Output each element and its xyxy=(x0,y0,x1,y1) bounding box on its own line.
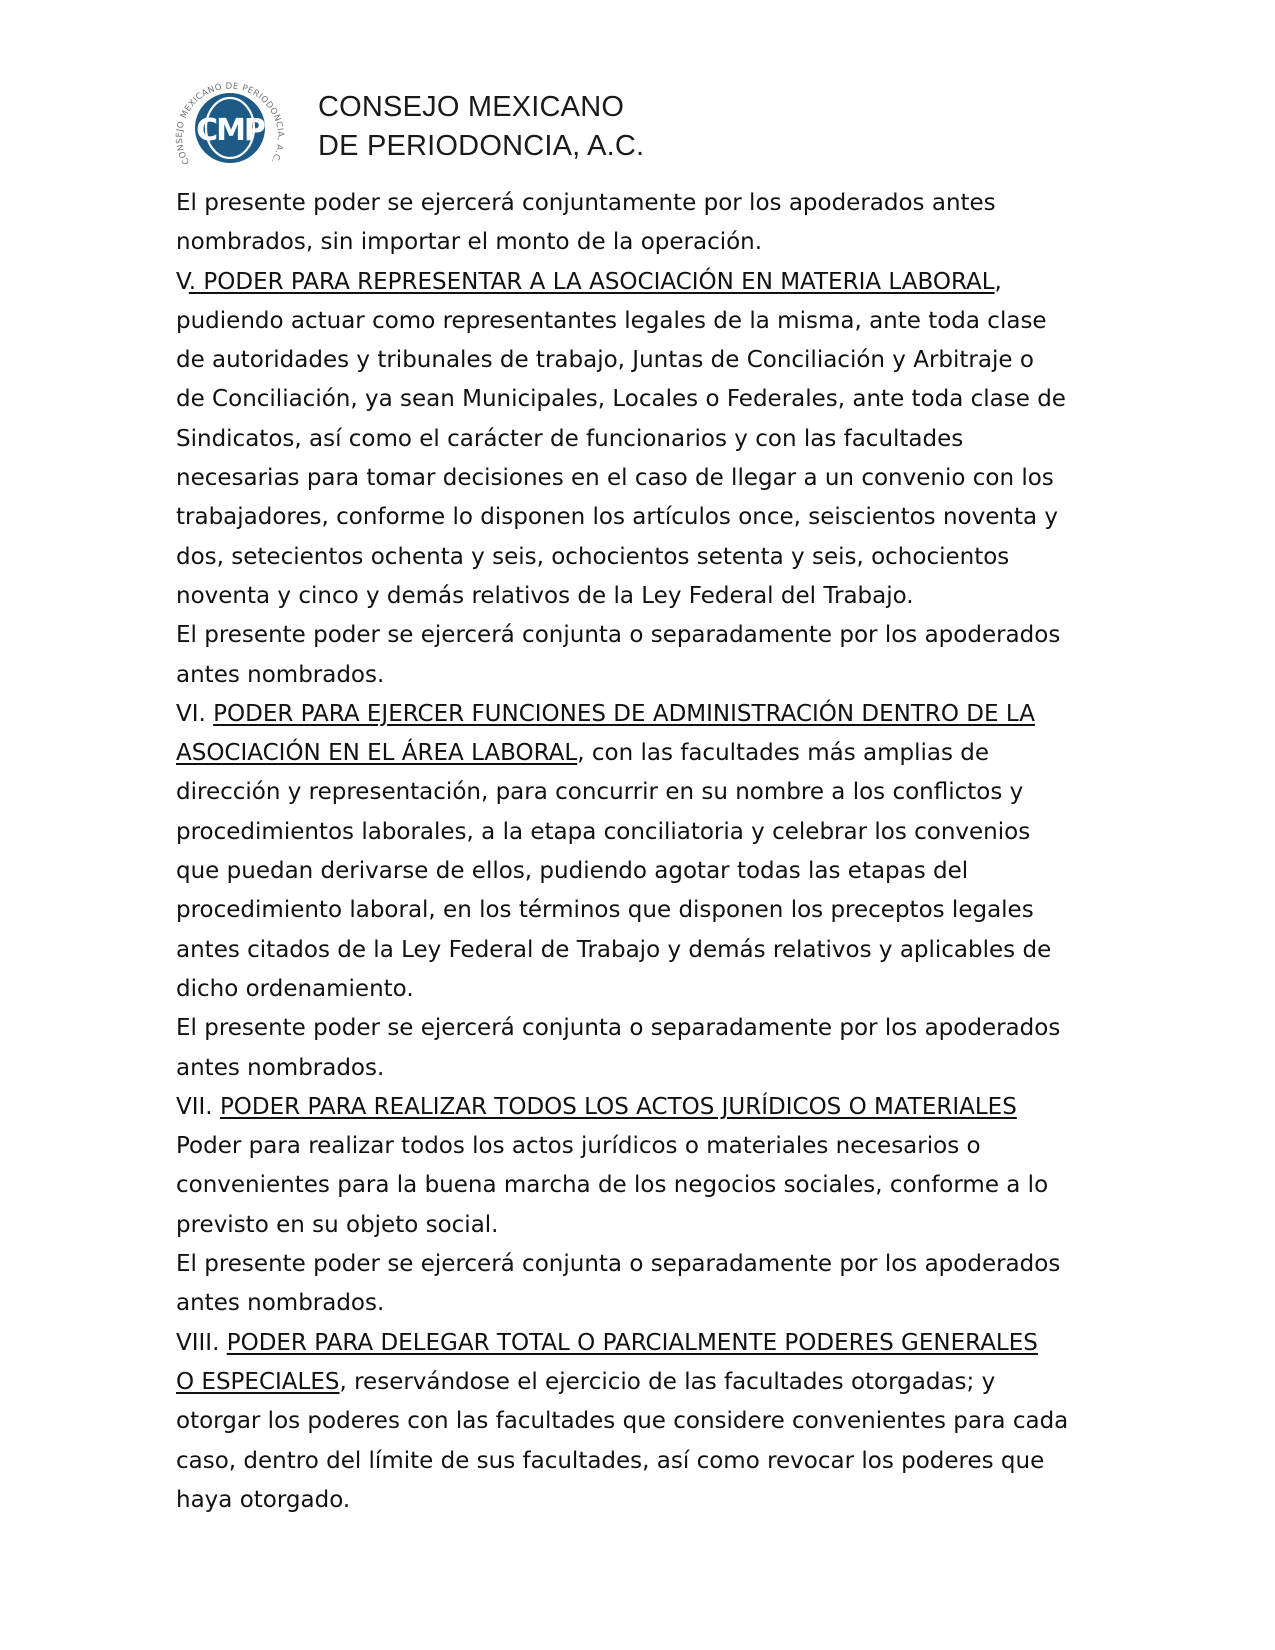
paragraph-line: dicho ordenamiento. xyxy=(176,975,414,1002)
paragraph-line: previsto en su objeto social. xyxy=(176,1211,499,1238)
paragraph-line: dos, setecientos ochenta y seis, ochocientos setenta y seis, ochocientos xyxy=(176,543,1010,570)
svg-text:CMP: CMP xyxy=(196,113,264,148)
paragraph-line: que puedan derivarse de ellos, pudiendo agotar todas las etapas del xyxy=(176,858,969,885)
section-title: PODER PARA REALIZAR TODOS LOS ACTOS JURÍDICOS O MATERIALES xyxy=(219,1093,1017,1120)
paragraph-line: Sindicatos, así como el carácter de funcionarios y con las facultades xyxy=(176,425,964,452)
paragraph-line: otorgar los poderes con las facultades que considere convenientes para cada xyxy=(176,1408,1069,1435)
section-title: PODER PARA DELEGAR TOTAL O PARCIALMENTE PODERES GENERALES xyxy=(226,1329,1038,1356)
paragraph-line: antes nombrados. xyxy=(176,1290,385,1317)
paragraph-line: noventa y cinco y demás relativos de la Ley Federal del Trabajo. xyxy=(176,582,914,609)
section-vi-heading xyxy=(176,695,1106,734)
section-title: ASOCIACIÓN EN EL ÁREA LABORAL xyxy=(176,740,578,767)
paragraph-line: trabajadores, conforme lo disponen los artículos once, seiscientos noventa y xyxy=(176,504,1058,531)
paragraph-line: El presente poder se ejercerá conjunta o separadamente por los apoderados xyxy=(176,622,1061,649)
letterhead xyxy=(170,70,870,180)
paragraph-line: pudiendo actuar como representantes legales de la misma, ante toda clase xyxy=(176,307,1047,334)
section-number: VIII. xyxy=(176,1329,227,1356)
section-title: O ESPECIALES xyxy=(176,1368,340,1395)
organization-name-line1: CONSEJO MEXICANO xyxy=(318,91,625,123)
section-vii-heading xyxy=(176,1088,1106,1127)
paragraph-line: de Conciliación, ya sean Municipales, Locales o Federales, ante toda clase de xyxy=(176,386,1066,413)
organization-name xyxy=(318,88,644,166)
section-title: . PODER PARA REPRESENTAR A LA ASOCIACIÓN EN MATERIA LABORAL xyxy=(188,268,995,295)
section-number: VII. xyxy=(176,1093,220,1120)
paragraph-line: haya otorgado. xyxy=(176,1486,351,1513)
section-heading-tail: , con las facultades más amplias de xyxy=(577,740,990,767)
paragraph-line: caso, dentro del límite de sus facultades, así como revocar los poderes que xyxy=(176,1447,1045,1474)
paragraph-line: El presente poder se ejercerá conjunta o separadamente por los apoderados xyxy=(176,1015,1061,1042)
section-title: PODER PARA EJERCER FUNCIONES DE ADMINISTRACIÓN DENTRO DE LA xyxy=(213,700,1035,727)
section-heading-tail: , xyxy=(994,268,1002,295)
paragraph-line: Poder para realizar todos los actos jurídicos o materiales necesarios o xyxy=(176,1133,981,1160)
paragraph-line: El presente poder se ejercerá conjunta o separadamente por los apoderados xyxy=(176,1251,1061,1278)
paragraph-line: nombrados, sin importar el monto de la operación. xyxy=(176,229,763,256)
section-viii-heading-cont xyxy=(176,1363,1106,1402)
section-heading-tail: , reservándose el ejercicio de las facultades otorgadas; y xyxy=(339,1368,996,1395)
document-body xyxy=(176,184,1106,1520)
section-number: VI. xyxy=(176,700,214,727)
paragraph-line: antes citados de la Ley Federal de Trabajo y demás relativos y aplicables de xyxy=(176,936,1052,963)
section-number: V xyxy=(176,268,189,295)
section-v-heading xyxy=(176,263,1106,302)
section-vi-heading-cont xyxy=(176,734,1106,773)
section-viii-heading xyxy=(176,1324,1106,1363)
paragraph-line: dirección y representación, para concurrir en su nombre a los conflictos y xyxy=(176,779,1024,806)
paragraph-line: antes nombrados. xyxy=(176,1054,385,1081)
paragraph-line: antes nombrados. xyxy=(176,661,385,688)
organization-name-line2: DE PERIODONCIA, A.C. xyxy=(318,130,645,162)
cmp-logo-icon xyxy=(170,70,290,180)
paragraph-line: El presente poder se ejercerá conjuntamente por los apoderados antes xyxy=(176,190,996,216)
paragraph-line: procedimiento laboral, en los términos que disponen los preceptos legales xyxy=(176,897,1034,924)
paragraph-line: necesarias para tomar decisiones en el caso de llegar a un convenio con los xyxy=(176,465,1054,492)
paragraph-line: de autoridades y tribunales de trabajo, Juntas de Conciliación y Arbitraje o xyxy=(176,347,1034,374)
paragraph-line: convenientes para la buena marcha de los negocios sociales, conforme a lo xyxy=(176,1172,1049,1199)
paragraph-line: procedimientos laborales, a la etapa conciliatoria y celebrar los convenios xyxy=(176,818,1031,845)
svg-text:CONSEJO MEXICANO DE PERIODONCI: CONSEJO MEXICANO DE PERIODONCIA, A.C. xyxy=(174,81,286,166)
